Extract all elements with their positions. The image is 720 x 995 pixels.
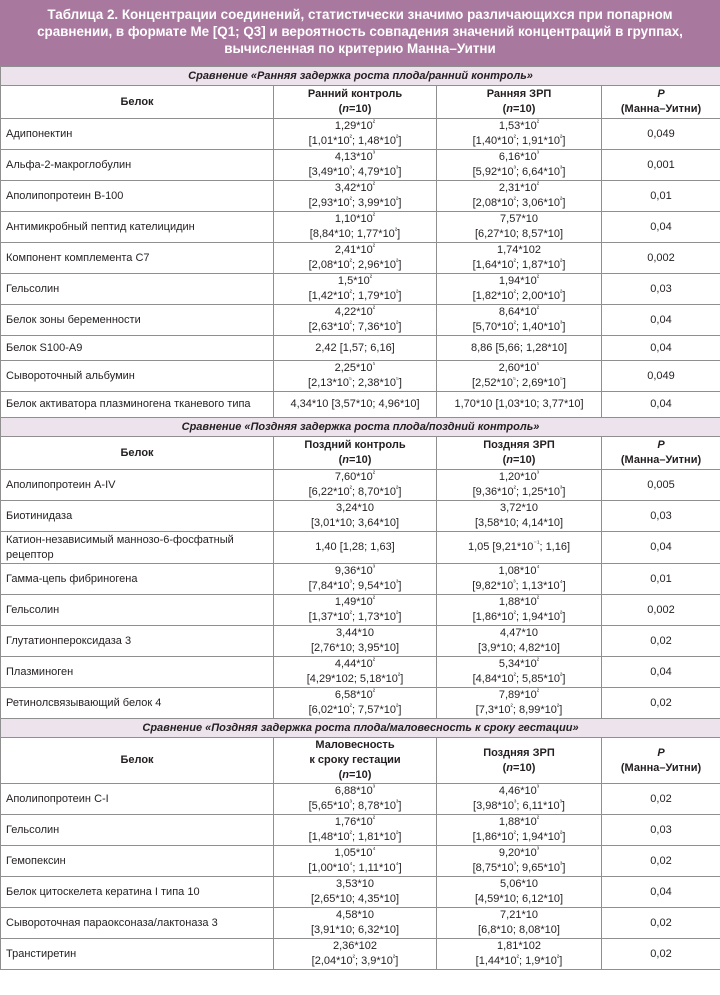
p-value: 0,03 xyxy=(602,815,720,846)
col-header-group-a: Поздний контроль (n=10) xyxy=(274,437,437,470)
table-row xyxy=(1,392,720,418)
value-line: 4,47*10 xyxy=(500,627,538,639)
table-row xyxy=(1,595,720,626)
group-a-value xyxy=(274,336,437,361)
group-b-value xyxy=(437,150,602,181)
table-row xyxy=(1,815,720,846)
p-value: 0,002 xyxy=(602,243,720,274)
p-value: 0,049 xyxy=(602,361,720,392)
group-b-value xyxy=(437,846,602,877)
group-b-value xyxy=(437,336,602,361)
value-line: [$1,44*10^{^2}$; $1,9*10^{^2}$] xyxy=(475,954,563,967)
value-line: $1,88*10^{^2}$ xyxy=(498,815,540,828)
value-line: [$2,08*10^{^2}$; $2,96*10^{^2}$] xyxy=(308,258,402,271)
protein-name: Гемопексин xyxy=(1,846,274,877)
p-value: 0,04 xyxy=(602,392,720,418)
value-line: [$1,86*10^{^2}$; $1,94*10^{^2}$] xyxy=(472,830,566,843)
group-b-value xyxy=(437,657,602,688)
table-title xyxy=(0,0,720,66)
value-line: $1,49*10^{^2}$ xyxy=(334,595,376,608)
value-line: [3,58*10; 4,14*10] xyxy=(474,517,564,529)
protein-name: Альфа-2-макроглобулин xyxy=(1,150,274,181)
section-heading: Сравнение «Поздняя задержка роста плода/поздний контроль» xyxy=(1,418,720,437)
data-table xyxy=(0,66,720,970)
value-line: $6,16*10^{^3}$ xyxy=(498,150,540,163)
section-heading-row xyxy=(1,418,720,437)
protein-name: Аполипопротеин C-I xyxy=(1,784,274,815)
group-a-value xyxy=(274,212,437,243)
value-line: 1,05 [$9,21*10^{^{-1}}$; 1,16] xyxy=(467,540,571,553)
value-line: [$4,84*10^{^2}$; $5,85*10^{^2}$] xyxy=(472,672,566,685)
value-line: 3,24*10 xyxy=(336,502,374,514)
value-line: 3,72*10 xyxy=(500,502,538,514)
p-value: 0,04 xyxy=(602,212,720,243)
value-line: $1,94*10^{^2}$ xyxy=(498,274,540,287)
value-line: $5,34*10^{^2}$ xyxy=(498,657,540,670)
value-line: [$1,01*10^{^2}$; $1,48*10^{^2}$] xyxy=(308,134,402,147)
table-row xyxy=(1,784,720,815)
protein-name: Адипонектин xyxy=(1,119,274,150)
value-line: [$9,82*10^{^3}$; $1,13*10^{^4}$] xyxy=(472,579,566,592)
table-row xyxy=(1,939,720,970)
value-line: [$1,42*10^{^2}$; $1,79*10^{^2}$] xyxy=(308,289,402,302)
group-a-value xyxy=(274,595,437,626)
value-line: $9,20*10^{^3}$ xyxy=(498,846,540,859)
table-row xyxy=(1,877,720,908)
header-row xyxy=(1,437,720,470)
group-a-value xyxy=(274,532,437,564)
value-line: $4,44*10^{^2}$ xyxy=(334,657,376,670)
table-body xyxy=(1,67,720,970)
value-line: 2,36*102 xyxy=(332,940,378,952)
table-row xyxy=(1,564,720,595)
p-value: 0,04 xyxy=(602,532,720,564)
table-row xyxy=(1,532,720,564)
value-line: [2,65*10; 4,35*10] xyxy=(310,893,400,905)
value-line: $2,41*10^{^2}$ xyxy=(334,243,376,256)
header-row xyxy=(1,738,720,784)
value-line: [$7,84*10^{^3}$; $9,54*10^{^3}$] xyxy=(308,579,402,592)
value-line: 1,74*102 xyxy=(496,244,542,256)
table-row xyxy=(1,150,720,181)
col-header-p: P (Манна–Уитни) xyxy=(602,738,720,784)
value-line: 4,34*10 [3,57*10; 4,96*10] xyxy=(290,398,420,410)
value-line: [8,84*10; $1,77*10^{^2}$] xyxy=(309,227,401,240)
col-header-group-b: Ранняя ЗРП (n=10) xyxy=(437,86,602,119)
group-a-value xyxy=(274,361,437,392)
value-line: $4,46*10^{^3}$ xyxy=(498,784,540,797)
value-line: $2,31*10^{^2}$ xyxy=(498,181,540,194)
protein-name: Гельсолин xyxy=(1,815,274,846)
p-value: 0,02 xyxy=(602,626,720,657)
group-a-value xyxy=(274,877,437,908)
col-header-protein: Белок xyxy=(1,86,274,119)
value-line: [3,9*10; 4,82*10] xyxy=(478,642,560,654)
group-b-value xyxy=(437,212,602,243)
table-row xyxy=(1,908,720,939)
table-row xyxy=(1,274,720,305)
group-a-value xyxy=(274,392,437,418)
protein-name: Сывороточный альбумин xyxy=(1,361,274,392)
col-header-p: P (Манна–Уитни) xyxy=(602,86,720,119)
protein-name: Гельсолин xyxy=(1,595,274,626)
title-line-1: Таблица 2. Концентрации соединений, статистически значимо различающихся при попарном xyxy=(47,7,673,22)
p-value: 0,02 xyxy=(602,908,720,939)
value-line: [$5,70*10^{^2}$; $1,40*10^{^3}$] xyxy=(472,320,566,333)
table-row xyxy=(1,626,720,657)
value-line: $6,88*10^{^3}$ xyxy=(334,784,376,797)
group-b-value xyxy=(437,274,602,305)
p-value: 0,02 xyxy=(602,784,720,815)
section-heading: Сравнение «Ранняя задержка роста плода/ранний контроль» xyxy=(1,67,720,86)
p-value: 0,01 xyxy=(602,181,720,212)
group-b-value xyxy=(437,532,602,564)
value-line: [3,01*10; 3,64*10] xyxy=(310,517,400,529)
value-line: [$1,37*10^{^2}$; $1,73*10^{^2}$] xyxy=(308,610,402,623)
value-line: [$1,48*10^{^2}$; $1,81*10^{^2}$] xyxy=(308,830,402,843)
p-value: 0,002 xyxy=(602,595,720,626)
value-line: $1,29*10^{^2}$ xyxy=(334,119,376,132)
value-line: [$1,82*10^{^2}$; $2,00*10^{^2}$] xyxy=(472,289,566,302)
value-line: [6,27*10; 8,57*10] xyxy=(474,228,564,240)
value-line: [$3,49*10^{^3}$; $4,79*10^{^3}$] xyxy=(308,165,402,178)
value-line: [$1,86*10^{^2}$; $1,94*10^{^2}$] xyxy=(472,610,566,623)
value-line: [$9,36*10^{^2}$; $1,25*10^{^3}$] xyxy=(472,485,566,498)
header-row xyxy=(1,86,720,119)
value-line: 1,40 [1,28; 1,63] xyxy=(315,541,395,553)
value-line: $1,10*10^{^2}$ xyxy=(334,212,376,225)
col-header-p: P (Манна–Уитни) xyxy=(602,437,720,470)
section-heading: Сравнение «Поздняя задержка роста плода/маловесность к сроку гестации» xyxy=(1,719,720,738)
table-row xyxy=(1,212,720,243)
protein-name: Гельсолин xyxy=(1,274,274,305)
table-row xyxy=(1,501,720,532)
protein-name: Аполипопротеин A-IV xyxy=(1,470,274,501)
value-line: 7,21*10 xyxy=(500,909,538,921)
group-a-value xyxy=(274,939,437,970)
protein-name: Белок S100-A9 xyxy=(1,336,274,361)
title-line-2: сравнении, в формате Me [Q1; Q3] и вероятность совпадения значений концентраций в группах, xyxy=(37,24,683,39)
p-value: 0,04 xyxy=(602,305,720,336)
col-header-protein: Белок xyxy=(1,738,274,784)
value-line: [$2,04*10^{^2}$; $3,9*10^{^2}$] xyxy=(311,954,399,967)
group-b-value xyxy=(437,815,602,846)
p-value: 0,02 xyxy=(602,688,720,719)
value-line: $2,25*10^{^5}$ xyxy=(334,361,376,374)
group-b-value xyxy=(437,470,602,501)
value-line: [$6,02*10^{^2}$; $7,57*10^{^2}$] xyxy=(308,703,402,716)
value-line: 1,70*10 [1,03*10; 3,77*10] xyxy=(454,398,584,410)
value-line: $8,64*10^{^2}$ xyxy=(498,305,540,318)
protein-name: Белок активатора плазминогена тканевого типа xyxy=(1,392,274,418)
group-a-value xyxy=(274,243,437,274)
group-b-value xyxy=(437,784,602,815)
value-line: [4,59*10; 6,12*10] xyxy=(474,893,564,905)
group-a-value xyxy=(274,181,437,212)
group-b-value xyxy=(437,181,602,212)
protein-name: Компонент комплемента C7 xyxy=(1,243,274,274)
protein-name: Ретинолсвязывающий белок 4 xyxy=(1,688,274,719)
col-header-group-a: Маловесность к сроку гестации (n=10) xyxy=(274,738,437,784)
value-line: [3,91*10; 6,32*10] xyxy=(310,924,400,936)
group-a-value xyxy=(274,305,437,336)
group-b-value xyxy=(437,501,602,532)
protein-name: Глутатионпероксидаза 3 xyxy=(1,626,274,657)
table-row xyxy=(1,846,720,877)
table-row xyxy=(1,361,720,392)
group-b-value xyxy=(437,688,602,719)
group-b-value xyxy=(437,392,602,418)
value-line: [$1,40*10^{^2}$; $1,91*10^{^2}$] xyxy=(472,134,566,147)
value-line: $1,53*10^{^2}$ xyxy=(498,119,540,132)
p-value: 0,04 xyxy=(602,336,720,361)
group-a-value xyxy=(274,119,437,150)
p-value: 0,03 xyxy=(602,501,720,532)
group-b-value xyxy=(437,939,602,970)
p-value: 0,03 xyxy=(602,274,720,305)
group-a-value xyxy=(274,657,437,688)
p-value: 0,04 xyxy=(602,657,720,688)
value-line: 3,53*10 xyxy=(336,878,374,890)
protein-name: Антимикробный пептид кателицидин xyxy=(1,212,274,243)
value-line: $4,13*10^{^3}$ xyxy=(334,150,376,163)
value-line: $7,60*10^{^2}$ xyxy=(334,470,376,483)
value-line: $1,05*10^{^4}$ xyxy=(334,846,376,859)
group-a-value xyxy=(274,150,437,181)
value-line: [$5,92*10^{^3}$; $6,64*10^{^3}$] xyxy=(472,165,566,178)
group-a-value xyxy=(274,564,437,595)
protein-name: Биотинидаза xyxy=(1,501,274,532)
table-row xyxy=(1,657,720,688)
group-b-value xyxy=(437,305,602,336)
value-line: 2,42 [1,57; 6,16] xyxy=(315,341,395,354)
value-line: [4,29*102; $5,18*10^{^2}$] xyxy=(306,672,404,685)
table-row xyxy=(1,305,720,336)
value-line: $7,89*10^{^2}$ xyxy=(498,688,540,701)
title-line-3: вычисленная по критерию Манна–Уитни xyxy=(224,41,496,56)
table-row xyxy=(1,243,720,274)
protein-name: Сывороточная параоксоназа/лактоназа 3 xyxy=(1,908,274,939)
group-a-value xyxy=(274,470,437,501)
value-line: 8,86 [5,66; 1,28*10] xyxy=(470,341,568,354)
value-line: [6,8*10; 8,08*10] xyxy=(478,924,560,936)
value-line: [$2,63*10^{^2}$; $7,36*10^{^2}$] xyxy=(308,320,402,333)
group-a-value xyxy=(274,501,437,532)
protein-name: Аполипопротеин B-100 xyxy=(1,181,274,212)
col-header-protein: Белок xyxy=(1,437,274,470)
value-line: $2,60*10^{^5}$ xyxy=(498,361,540,374)
group-b-value xyxy=(437,908,602,939)
table-row xyxy=(1,119,720,150)
group-b-value xyxy=(437,564,602,595)
p-value: 0,005 xyxy=(602,470,720,501)
p-value: 0,049 xyxy=(602,119,720,150)
table-row xyxy=(1,688,720,719)
group-a-value xyxy=(274,815,437,846)
value-line: [$6,22*10^{^2}$; $8,70*10^{^2}$] xyxy=(308,485,402,498)
value-line: [$2,13*10^{^5}$; $2,38*10^{^5}$] xyxy=(308,376,402,389)
group-a-value xyxy=(274,688,437,719)
table-row xyxy=(1,181,720,212)
group-b-value xyxy=(437,595,602,626)
section-heading-row xyxy=(1,67,720,86)
p-value: 0,02 xyxy=(602,939,720,970)
col-header-group-b: Поздняя ЗРП (n=10) xyxy=(437,738,602,784)
value-line: [$2,93*10^{^2}$; $3,99*10^{^2}$] xyxy=(308,196,402,209)
value-line: 4,58*10 xyxy=(336,909,374,921)
protein-name: Белок зоны беременности xyxy=(1,305,274,336)
value-line: $6,58*10^{^2}$ xyxy=(334,688,376,701)
value-line: [$7,3*10^{^2}$; $8,99*10^{^2}$] xyxy=(475,703,563,716)
group-b-value xyxy=(437,626,602,657)
group-b-value xyxy=(437,243,602,274)
protein-name: Катион-независимый маннозо-6-фосфатный рецептор xyxy=(1,532,274,564)
value-line: [$3,98*10^{^3}$; $6,11*10^{^3}$] xyxy=(473,799,565,812)
p-value: 0,001 xyxy=(602,150,720,181)
value-line: $9,36*10^{^3}$ xyxy=(334,564,376,577)
value-line: [$1,64*10^{^2}$; $1,87*10^{^2}$] xyxy=(472,258,566,271)
table-row xyxy=(1,470,720,501)
group-a-value xyxy=(274,626,437,657)
value-line: [$8,75*10^{^3}$; $9,65*10^{^3}$] xyxy=(472,861,566,874)
protein-name: Гамма-цепь фибриногена xyxy=(1,564,274,595)
value-line: [$2,08*10^{^2}$; $3,06*10^{^2}$] xyxy=(472,196,566,209)
protein-name: Белок цитоскелета кератина I типа 10 xyxy=(1,877,274,908)
group-a-value xyxy=(274,274,437,305)
value-line: 1,81*102 xyxy=(496,940,542,952)
value-line: 7,57*10 xyxy=(500,213,538,225)
group-a-value xyxy=(274,846,437,877)
value-line: [$5,65*10^{^3}$; $8,78*10^{^3}$] xyxy=(308,799,402,812)
table-row xyxy=(1,336,720,361)
value-line: $1,08*10^{^4}$ xyxy=(498,564,540,577)
group-a-value xyxy=(274,908,437,939)
value-line: 5,06*10 xyxy=(500,878,538,890)
p-value: 0,02 xyxy=(602,846,720,877)
protein-name: Транстиретин xyxy=(1,939,274,970)
value-line: $1,5*10^{^2}$ xyxy=(337,274,373,287)
value-line: [$2,52*10^{^5}$; $2,69*10^{^5}$] xyxy=(472,376,566,389)
group-b-value xyxy=(437,877,602,908)
value-line: $3,42*10^{^2}$ xyxy=(334,181,376,194)
group-b-value xyxy=(437,119,602,150)
protein-name: Плазминоген xyxy=(1,657,274,688)
value-line: 3,44*10 xyxy=(336,627,374,639)
value-line: $1,20*10^{^3}$ xyxy=(498,470,540,483)
p-value: 0,01 xyxy=(602,564,720,595)
value-line: [2,76*10; 3,95*10] xyxy=(310,642,400,654)
value-line: $4,22*10^{^2}$ xyxy=(334,305,376,318)
section-heading-row xyxy=(1,719,720,738)
value-line: [$1,00*10^{^4}$; $1,11*10^{^4}$] xyxy=(308,861,402,874)
p-value: 0,04 xyxy=(602,877,720,908)
col-header-group-b: Поздняя ЗРП (n=10) xyxy=(437,437,602,470)
value-line: $1,88*10^{^2}$ xyxy=(498,595,540,608)
group-b-value xyxy=(437,361,602,392)
group-a-value xyxy=(274,784,437,815)
col-header-group-a: Ранний контроль (n=10) xyxy=(274,86,437,119)
value-line: $1,76*10^{^2}$ xyxy=(334,815,376,828)
